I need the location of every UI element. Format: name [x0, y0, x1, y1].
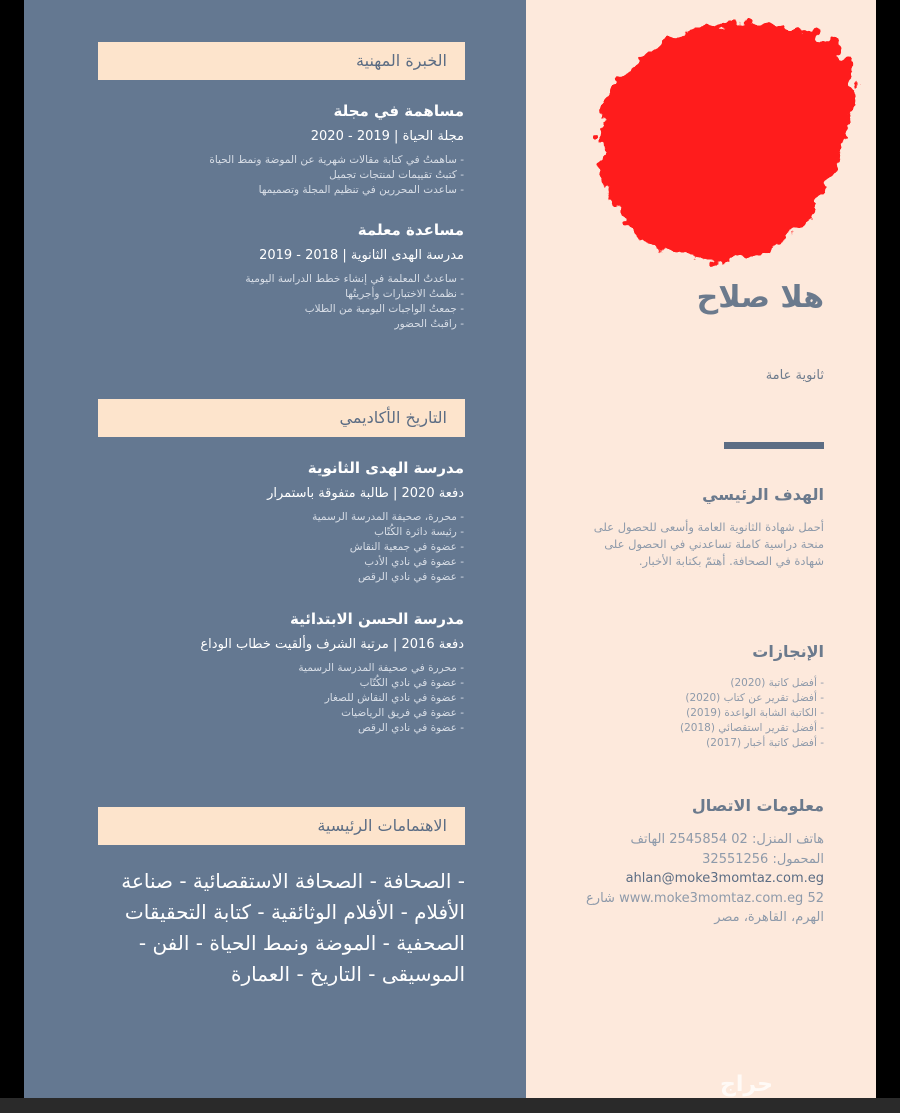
profile-role: ثانوية عامة: [765, 368, 824, 383]
achievement-item: - أفضل تقرير استقصائي (2018): [680, 722, 824, 734]
school-subtitle: دفعة 2020 | طالبة متفوقة باستمرار: [267, 486, 464, 501]
profile-photo-redacted: [580, 10, 870, 270]
education-heading: التاريخ الأكاديمي: [98, 399, 465, 437]
red-scribble-shape: [600, 23, 855, 260]
job-bullets: [245, 272, 464, 332]
school-bullet: - عضوة في نادي الكُتّاب: [359, 677, 464, 689]
school-subtitle: دفعة 2016 | مرتبة الشرف وألقيت خطاب الوداع: [200, 637, 464, 652]
job-title: مساعدة معلمة: [357, 221, 464, 239]
divider: [724, 442, 824, 449]
city: الهرم، القاهرة، مصر: [714, 910, 824, 925]
job-subtitle: مجلة الحياة | 2019 - 2020: [310, 129, 464, 144]
achievement-item: - أفضل كاتبة أخبار (2017): [706, 737, 824, 749]
school-title: مدرسة الهدى الثانوية: [307, 459, 464, 477]
job-bullet: - ساهمتُ في كتابة مقالات شهرية عن الموضة ونمط الحياة: [209, 154, 464, 166]
school-bullet: - عضوة في نادي النقاش للصغار: [324, 692, 464, 704]
job-bullet: - نظمتُ الاختبارات وأجريتُها: [345, 288, 464, 300]
job-bullet: - كتبتُ تقييمات لمنتجات تجميل: [329, 169, 464, 181]
achievement-item: - أفضل كاتبة (2020): [730, 677, 824, 689]
interests-heading: الاهتمامات الرئيسية: [98, 807, 465, 845]
achievements-heading: الإنجازات: [752, 642, 824, 661]
school-bullets: [312, 510, 464, 585]
school-bullet: - محررة في صحيفة المدرسة الرسمية: [298, 662, 464, 674]
job-bullet: - جمعتُ الواجبات اليومية من الطلاب: [304, 303, 464, 315]
school-bullet: - محررة، صحيفة المدرسة الرسمية: [312, 511, 464, 523]
achievement-item: - الكاتبة الشابة الواعدة (2019): [686, 707, 824, 719]
school-title: مدرسة الحسن الابتدائية: [290, 610, 464, 628]
contact-heading: معلومات الاتصال: [691, 796, 824, 815]
mobile-phone: المحمول: 32551256: [702, 851, 824, 867]
achievement-item: - أفضل تقرير عن كتاب (2020): [685, 692, 824, 704]
objective-text: أحمل شهادة الثانوية العامة وأسعى للحصول على منحة دراسية كاملة تساعدني في الحصول على شهادة في الصحافة. أهتمّ بكتابة الأخبار.: [593, 520, 824, 568]
school-bullet: - عضوة في فريق الرياضيات: [341, 707, 464, 719]
profile-name: هلا صلاح: [696, 280, 824, 315]
job-title: مساهمة في مجلة: [333, 102, 464, 120]
job-bullet: - ساعدت المحررين في تنظيم المجلة وتصميمها: [258, 184, 464, 196]
experience-heading: الخبرة المهنية: [98, 42, 465, 80]
school-bullet: - رئيسة دائرة الكُتّاب: [374, 526, 464, 538]
school-bullets: [298, 661, 464, 736]
school-bullet: - عضوة في جمعية النقاش: [349, 541, 464, 553]
email[interactable]: ahlan@moke3momtaz.com.eg: [625, 871, 824, 886]
school-bullet: - عضوة في نادي الرقص: [357, 722, 464, 734]
job-subtitle: مدرسة الهدى الثانوية | 2018 - 2019: [259, 248, 464, 263]
job-bullets: [209, 153, 464, 198]
job-bullet: - ساعدتُ المعلمة في إنشاء خطط الدراسة اليومية: [245, 273, 464, 285]
bottom-bar: [0, 1098, 900, 1113]
watermark: حراج: [720, 1072, 773, 1097]
school-bullet: - عضوة في نادي الأدب: [364, 556, 464, 568]
achievements-list: [680, 676, 824, 751]
school-bullet: - عضوة في نادي الرقص: [357, 571, 464, 583]
contact-info: [574, 830, 824, 928]
address: 52 www.moke3momtaz.com.eg شارع: [586, 890, 824, 906]
job-bullet: - راقبتُ الحضور: [394, 318, 464, 330]
interests-text: - الصحافة - الصحافة الاستقصائية - صناعة الأفلام - الأفلام الوثائقية - كتابة التحقيقات الصحفية - الموضة ونمط الحياة - الفن - الموسيقى - التاريخ - العمارة: [121, 869, 465, 986]
objective-heading: الهدف الرئيسي: [702, 485, 824, 504]
home-phone: هاتف المنزل: 02 2545854 الهاتف: [630, 832, 824, 847]
